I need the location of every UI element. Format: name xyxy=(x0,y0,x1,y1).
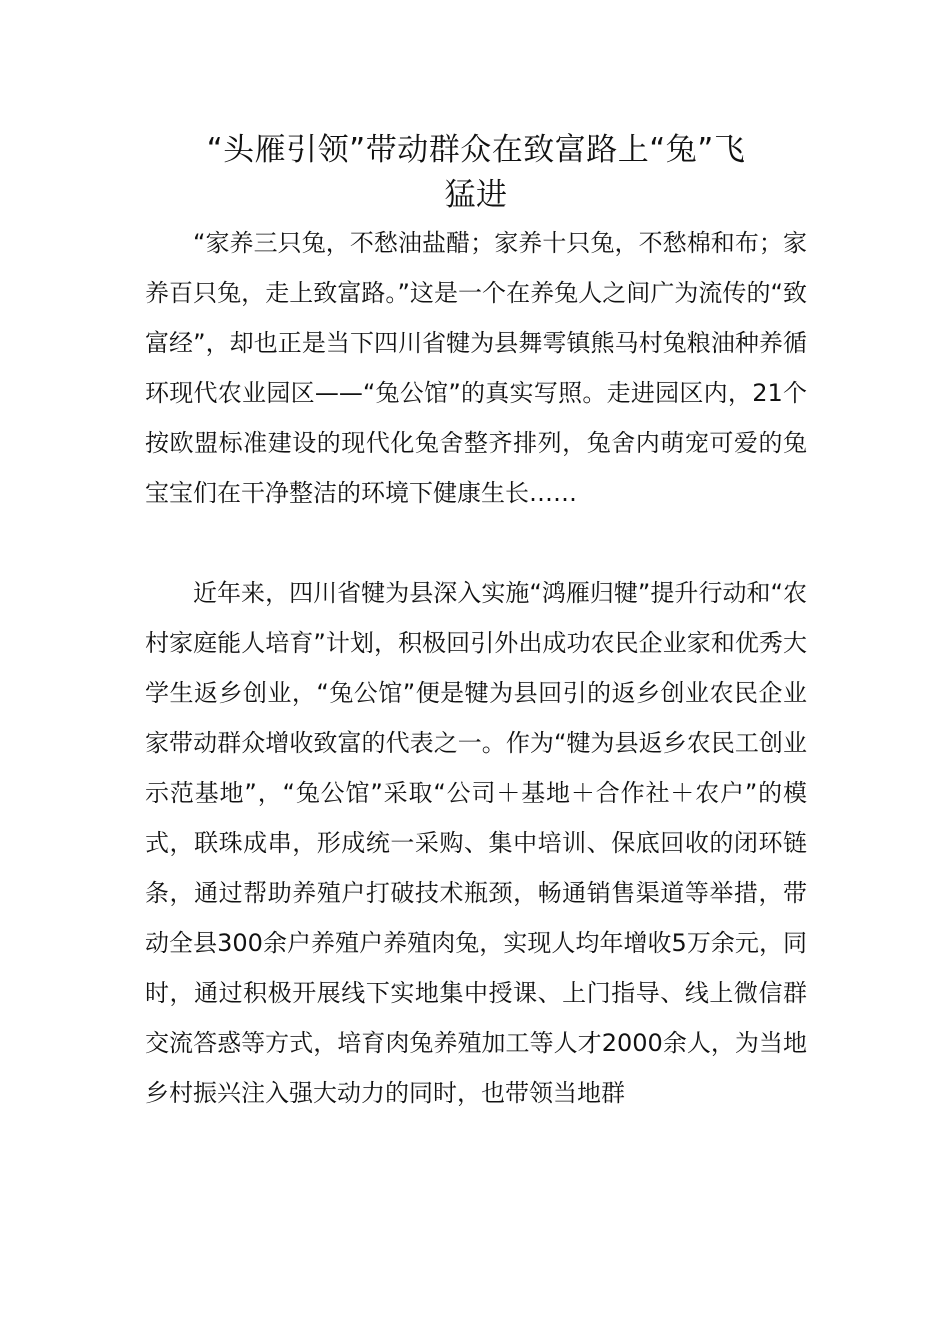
title-line-2: 猛进 xyxy=(444,177,508,213)
paragraph-intro: “家养三只兔，不愁油盐醋；家养十只兔，不愁棉和布；家养百只兔，走上致富路。”这是一个在养兔人之间广为流传的“致富经”，却也正是当下四川省犍为县舞雩镇熊马村兔粮油种养循环现代农业园区——“兔公馆”的真实写照。走进园区内，21个按欧盟标准建设的现代化兔舍整齐排列，兔舍内萌宠可爱的兔宝宝们在干净整洁的环境下健康生长…… xyxy=(145,229,807,507)
article-title xyxy=(145,128,807,218)
paragraph-gap xyxy=(145,518,807,568)
paragraph-body: 近年来，四川省犍为县深入实施“鸿雁归犍”提升行动和“农村家庭能人培育”计划，积极回引外出成功农民企业家和优秀大学生返乡创业，“兔公馆”便是犍为县回引的返乡创业农民企业家带动群众增收致富的代表之一。作为“犍为县返乡农民工创业示范基地”，“兔公馆”采取“公司＋基地＋合作社＋农户”的模式，联珠成串，形成统一采购、集中培训、保底回收的闭环链条，通过帮助养殖户打破技术瓶颈，畅通销售渠道等举措，带动全县300余户养殖户养殖肉兔，实现人均年增收5万余元，同时，通过积极开展线下实地集中授课、上门指导、线上微信群交流答惑等方式，培育肉兔养殖加工等人才2000余人，为当地乡村振兴注入强大动力的同时，也带领当地群 xyxy=(145,579,807,1107)
title-line-1: “头雁引领”带动群众在致富路上“兔”飞 xyxy=(206,132,746,168)
document-page xyxy=(145,128,807,1118)
